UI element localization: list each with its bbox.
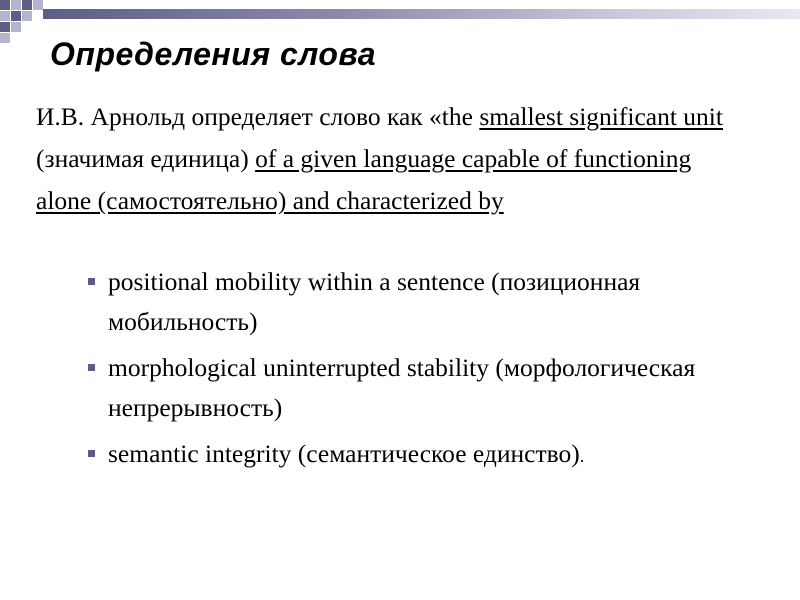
final-period: . bbox=[579, 446, 585, 466]
corner-square bbox=[0, 0, 10, 10]
slide-title: Определения слова bbox=[50, 36, 377, 72]
square-bullet-icon bbox=[88, 278, 95, 285]
list-item-text: morphological uninterrupted stability (морфологическая непрерывность) bbox=[108, 353, 696, 422]
corner-square bbox=[11, 0, 21, 10]
title-band bbox=[43, 9, 800, 19]
translation-text: (значимая единица) bbox=[36, 144, 256, 173]
corner-square bbox=[11, 22, 21, 32]
square-bullet-icon bbox=[88, 364, 95, 371]
intro-text: И.В. Арнольд определяет слово как «the bbox=[36, 102, 480, 131]
corner-square bbox=[33, 0, 43, 10]
underlined-definition: of a given language capable of functioning alone (самостоятельно) and characterized by bbox=[36, 144, 692, 215]
list-item bbox=[88, 348, 748, 428]
corner-square bbox=[22, 0, 32, 10]
list-item-text: semantic integrity (семантическое единство) bbox=[108, 439, 580, 468]
underlined-term: smallest significant unit bbox=[479, 102, 723, 131]
corner-square bbox=[0, 11, 10, 21]
corner-square bbox=[0, 22, 10, 32]
list-item bbox=[88, 262, 748, 342]
corner-square bbox=[22, 11, 32, 21]
corner-square bbox=[0, 33, 10, 43]
list-item bbox=[88, 434, 748, 476]
definition-paragraph bbox=[36, 96, 736, 222]
criteria-list bbox=[88, 262, 748, 482]
corner-square bbox=[11, 11, 21, 21]
list-item-text: positional mobility within a sentence (позиционная мобильность) bbox=[108, 267, 641, 336]
square-bullet-icon bbox=[88, 450, 95, 457]
